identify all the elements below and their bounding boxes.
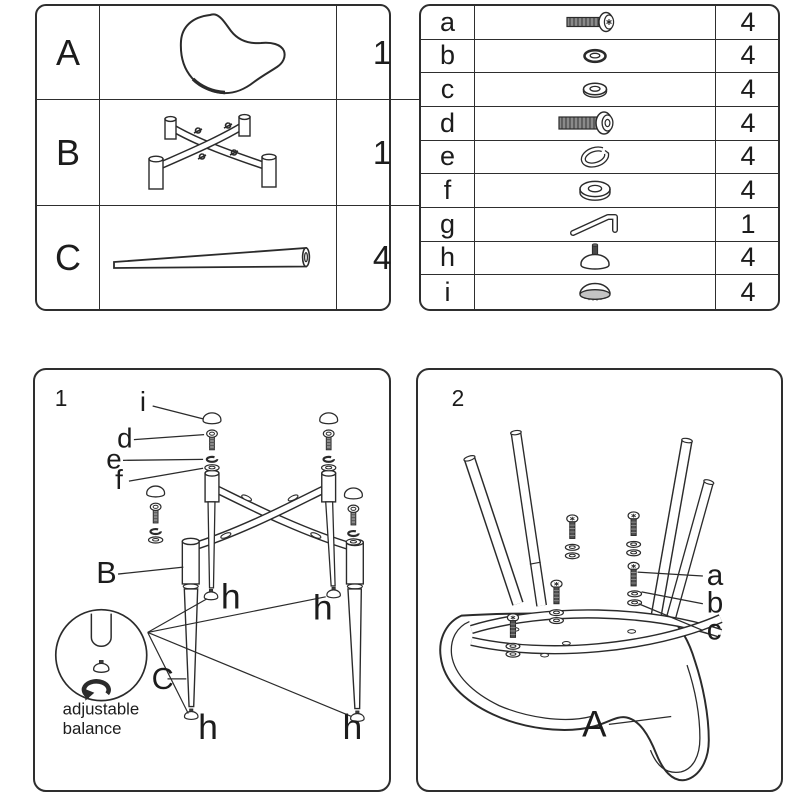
hw-b-drawing-cell (475, 40, 716, 74)
part-b-drawing-cell (100, 100, 337, 206)
leg-end-cap (303, 247, 310, 266)
part-b-qty: 1 (337, 100, 427, 206)
cap-plug-glyph (203, 413, 221, 424)
base-boss-front-left (149, 156, 163, 189)
boss-top (262, 154, 276, 160)
hw-e-drawing-cell (475, 141, 716, 175)
label-b: b (706, 586, 724, 620)
flat-washer-glyph (346, 539, 360, 545)
washer-hole (590, 53, 600, 58)
flat-washer-glyph (205, 465, 219, 471)
hw-a-drawing-cell (475, 6, 716, 40)
label-d: d (117, 422, 133, 454)
hardware-stack-back-left (203, 413, 221, 471)
step-1-panel (33, 368, 391, 792)
part-c-qty: 4 (372, 238, 392, 276)
hw-c-qty: 4 (716, 73, 780, 107)
hw-f-id: f (421, 174, 475, 208)
leg-outline (114, 248, 306, 268)
hw-i-drawing-cell (475, 275, 716, 309)
flat-washer-icon (475, 175, 715, 207)
flat-washer-glyph (149, 537, 163, 543)
foot-glide-icon (475, 242, 715, 274)
base-hole (541, 653, 549, 657)
part-b-id: B (37, 100, 100, 206)
boss-top (149, 156, 163, 162)
label-h-back-left: h (220, 576, 241, 617)
label-h-front-left: h (198, 707, 218, 748)
parts-table (35, 4, 391, 311)
cap-plug-glyph (147, 486, 165, 497)
cap-plug-glyph (320, 413, 338, 424)
label-c: c (706, 613, 722, 647)
base-arm-1-inner (171, 127, 268, 167)
boss-body (182, 541, 199, 584)
cap-plug-icon (475, 276, 715, 308)
step-2-number: 2 (451, 384, 465, 411)
boss-top (239, 114, 250, 119)
screw-head-face (602, 115, 613, 131)
step-2-diagram (418, 370, 781, 790)
hw-h-qty: 4 (716, 242, 780, 276)
back-left-leg (208, 502, 215, 588)
hw-b-qty: 4 (716, 40, 780, 74)
leader-a (638, 572, 703, 576)
screw-stack-2-inserted (628, 562, 642, 605)
bolt-glyph (567, 515, 578, 539)
base-boss-back-right (239, 114, 250, 135)
hardware-table (419, 4, 780, 311)
part-a-drawing-cell (100, 6, 337, 100)
bolt-thread (567, 18, 600, 27)
glide-dome (581, 254, 609, 269)
lock-washer-glyph (150, 529, 160, 534)
screw-stack-1 (565, 515, 579, 559)
glide-stud-top (592, 244, 597, 246)
label-e: e (106, 443, 122, 475)
hw-b-id: b (421, 40, 475, 74)
hw-e-id: e (421, 141, 475, 175)
callout-text-line1: adjustable (62, 699, 140, 719)
hardware-stack-front-right (345, 488, 363, 545)
step-1-number: 1 (54, 384, 68, 411)
hw-g-drawing-cell (475, 208, 716, 242)
boss-body (262, 157, 276, 187)
hex-key-icon (475, 208, 715, 240)
hw-c-id: c (421, 73, 475, 107)
base-boss-back-right (322, 470, 336, 502)
step-2-panel (416, 368, 783, 792)
small-flat-washer-icon (475, 75, 715, 105)
boss-body (346, 542, 363, 584)
button-head-bolt-icon (475, 7, 715, 37)
base-boss-back-left (205, 470, 219, 502)
leader-d (134, 435, 204, 440)
front-left-leg-collar (183, 584, 198, 589)
hw-c-drawing-cell (475, 73, 716, 107)
leader-i (153, 406, 203, 419)
screw-glyph (150, 503, 161, 523)
washer-glyph (627, 550, 641, 556)
hw-i-id: i (421, 275, 475, 309)
boss-top (182, 538, 199, 544)
base-hole (562, 642, 570, 646)
base-boss-front-left (182, 538, 199, 584)
boss-body (149, 159, 163, 189)
washer-glyph (506, 643, 520, 649)
lock-washer-glyph (324, 457, 334, 462)
foot-glide-back-left (204, 589, 217, 599)
front-right-leg-collar (347, 584, 362, 589)
cap-bottom (580, 290, 610, 300)
boss-body (322, 473, 336, 502)
leader-f (129, 468, 203, 481)
back-right-leg (326, 502, 335, 586)
screw-stack-2-upper (627, 512, 641, 556)
split-lock-washer-icon (475, 141, 715, 173)
base-boss-back-left (165, 116, 176, 138)
lock-washer-glyph (348, 531, 358, 536)
part-c-drawing-cell (100, 206, 337, 309)
leg-up-left-outer (463, 454, 518, 603)
flat-washer-glyph (322, 465, 336, 471)
label-f: f (115, 464, 123, 496)
label-B: B (96, 555, 117, 590)
hw-h-id: h (421, 242, 475, 276)
hw-e-qty: 4 (716, 141, 780, 175)
cap-plug-glyph (345, 488, 363, 499)
magnified-leg-tip (91, 614, 111, 647)
boss-top (165, 116, 176, 121)
washer-glyph (550, 618, 564, 624)
hw-i-qty: 4 (740, 276, 756, 307)
leg-inner (469, 458, 517, 603)
washer-glyph (628, 600, 642, 606)
washer-glyph (506, 651, 520, 657)
label-C: C (151, 661, 174, 696)
step-1-diagram (35, 370, 389, 790)
base-boss-front-right (262, 154, 276, 187)
base-boss-front-right (346, 539, 363, 584)
screw-glyph (207, 430, 218, 450)
screw-glyph (348, 505, 359, 525)
hw-g-qty: 1 (716, 208, 780, 242)
hw-a-id: a (421, 6, 475, 40)
label-a: a (706, 558, 724, 592)
washer-hole (590, 86, 600, 91)
bolt-glyph (628, 512, 639, 536)
cap-washer-icon (475, 41, 715, 71)
adjustable-balance-callout (56, 610, 147, 701)
front-right-leg (348, 589, 361, 709)
label-h-back-right: h (312, 587, 333, 628)
washer-hole (588, 185, 601, 191)
label-h-front-right: h (342, 707, 363, 748)
washer-glyph (565, 553, 579, 559)
seat-shell-icon (118, 7, 318, 99)
lock-washer-split (605, 150, 609, 153)
cross-base-icon (118, 105, 318, 201)
washer-glyph (628, 591, 642, 597)
leader-glide-back-left (148, 599, 207, 633)
hw-f-qty: 4 (716, 174, 780, 208)
bolt-glyph (628, 562, 639, 586)
washer-glyph (565, 544, 579, 550)
leg-icon (100, 230, 336, 286)
leader-B (118, 567, 183, 574)
lock-washer-glyph (207, 457, 217, 462)
callout-text-line2: balance (62, 719, 122, 739)
part-a-id: A (37, 6, 100, 100)
hw-d-qty: 4 (716, 107, 780, 141)
machine-screw-icon (475, 107, 715, 139)
hw-a-qty: 4 (716, 6, 780, 40)
screw-glyph (323, 430, 334, 450)
boss-body (205, 473, 219, 502)
part-a-qty: 1 (337, 6, 427, 100)
base-hole (628, 630, 636, 634)
bolt-glyph (551, 580, 562, 604)
hw-d-drawing-cell (475, 107, 716, 141)
hw-h-drawing-cell (475, 242, 716, 276)
washer-glyph (550, 610, 564, 616)
hw-f-drawing-cell (475, 174, 716, 208)
hw-d-id: d (421, 107, 475, 141)
hw-g-id: g (421, 208, 475, 242)
label-i: i (139, 385, 146, 417)
leg-inner (516, 433, 542, 606)
label-A: A (582, 703, 607, 745)
hardware-stack-front-left (147, 486, 165, 543)
leader-e (123, 459, 203, 460)
hardware-stack-back-right (320, 413, 338, 471)
leader-glide-front-right (148, 632, 352, 716)
washer-glyph (627, 541, 641, 547)
part-c-id: C (37, 206, 100, 309)
